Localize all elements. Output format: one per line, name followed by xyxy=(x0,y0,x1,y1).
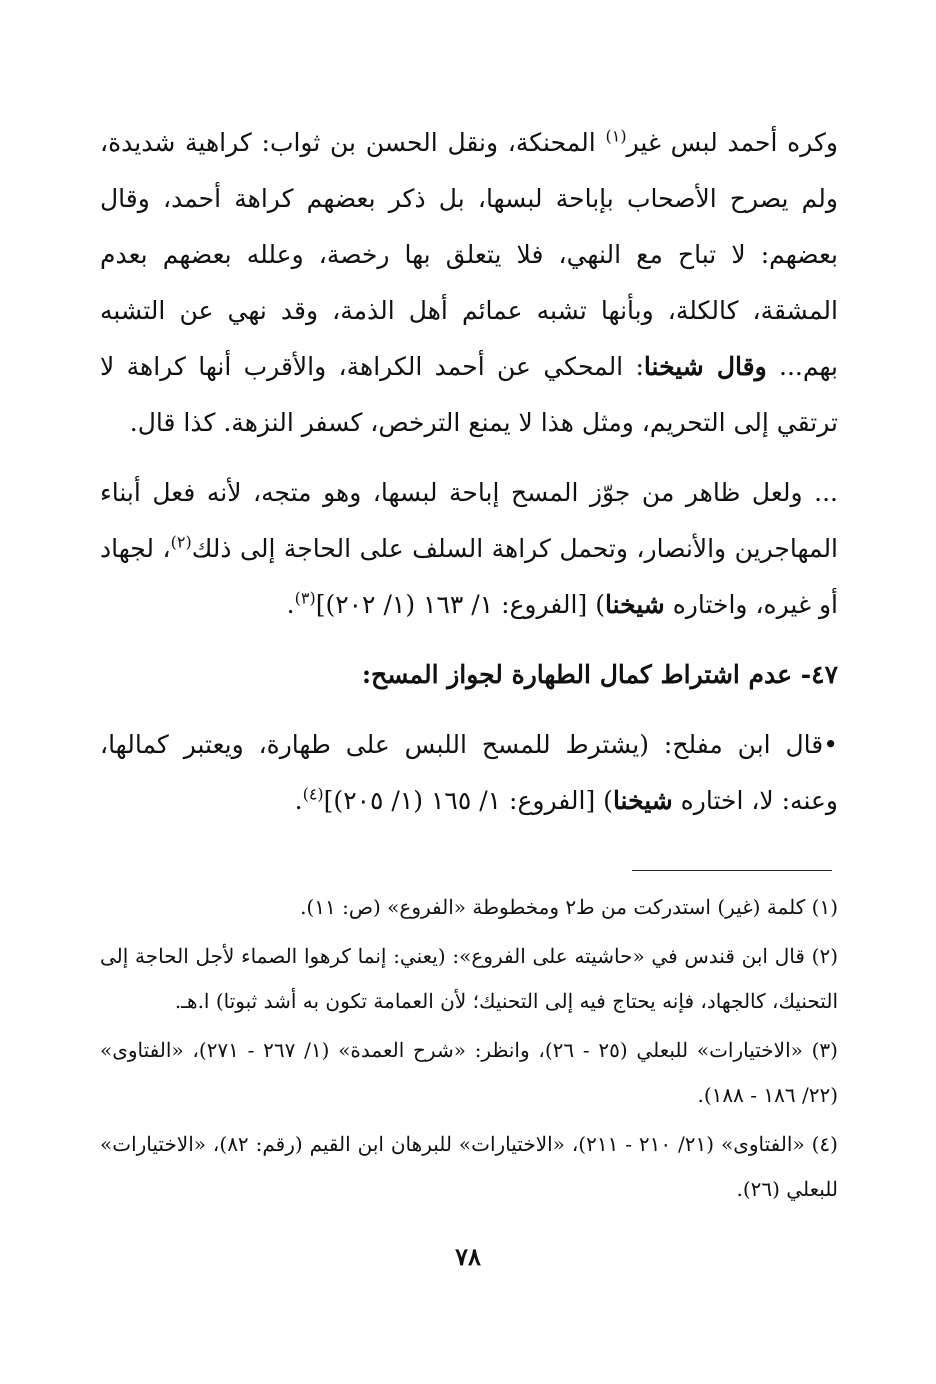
footnote-ref-1[interactable]: (١) xyxy=(605,126,627,146)
page-number: ٧٨ xyxy=(455,1242,481,1271)
paragraph-1-part-3: : المحكي عن أحمد الكراهة، والأقرب أنها كراهة لا ترتقي إلى التحريم، ومثل هذا لا يمنع الترخص، كسفر النزهة. كذا قال. xyxy=(100,352,838,437)
paragraph-1-part-2: المحنكة، ونقل الحسن بن ثواب: كراهية شديدة، ولم يصرح الأصحاب بإباحة لبسها، بل ذكر بعضهم كراهة أحمد، وقال بعضهم: لا تباح مع النهي، فلا يتعلق بها رخصة، وعلله بعضهم بعدم المشقة، كالكلة، وبأنها تشبه عمائم أهل الذمة، وقد نهي عن التشبه بهم... xyxy=(100,128,838,381)
paragraph-3 xyxy=(100,717,838,829)
paragraph-3-bold: شيخنا xyxy=(612,786,673,815)
paragraph-3-end: . xyxy=(294,786,303,815)
paragraph-2-bold: شيخنا xyxy=(604,590,665,619)
paragraph-2-part-3: ) [الفروع: ١/ ١٦٣ (١/ ٢٠٢)] xyxy=(315,590,605,619)
paragraph-2 xyxy=(100,465,838,633)
paragraph-2-part-1: ... ولعل ظاهر من جوّز المسح إباحة لبسها، وهو متجه، لأنه فعل أبناء المهاجرين والأنصار، وتحمل كراهة السلف على الحاجة إلى ذلك xyxy=(100,478,839,563)
paragraph-2-end: . xyxy=(286,590,295,619)
footnote-ref-4[interactable]: (٤) xyxy=(302,784,324,804)
footnote-3: (٣) «الاختيارات» للبعلي (٢٥ - ٢٦)، وانظر: «شرح العمدة» (١/ ٢٦٧ - ٢٧١)، «الفتاوى» (٢٢/ ١٨٦ - ١٨٨). xyxy=(100,1038,838,1107)
footnotes xyxy=(100,885,838,1216)
paragraph-3-part-2: ) [الفروع: ١/ ١٦٥ (١/ ٢٠٥)] xyxy=(323,786,613,815)
paragraph-3-part-1: قال ابن مفلح: (يشترط للمسح اللبس على طهارة، ويعتبر كمالها، وعنه: لا، اختاره xyxy=(100,730,838,815)
paragraph-1-part-1: وكره أحمد لبس غير xyxy=(626,128,838,157)
bullet-icon: • xyxy=(823,730,838,759)
paragraph-1-bold: وقال شيخنا xyxy=(643,352,767,381)
section-heading-text: ٤٧- عدم اشتراط كمال الطهارة لجواز المسح: xyxy=(361,660,838,689)
footnote-divider xyxy=(632,870,832,871)
footnote-4: (٤) «الفتاوى» (٢١/ ٢١٠ - ٢١١)، «الاختيارات» للبرهان ابن القيم (رقم: ٨٢)، «الاختيارات» للبعلي (٢٦). xyxy=(100,1132,838,1201)
paragraph-2-part-2: ، لجهاد أو غيره، واختاره xyxy=(100,534,838,619)
section-heading xyxy=(100,647,838,703)
footnote-1: (١) كلمة (غير) استدركت من ط٢ ومخطوطة «الفروع» (ص: ١١). xyxy=(300,895,838,919)
footnote-ref-3[interactable]: (٣) xyxy=(294,588,316,608)
paragraph-1 xyxy=(100,115,838,451)
main-text xyxy=(100,115,838,843)
footnote-2: (٢) قال ابن قندس في «حاشيته على الفروع»: (يعني: إنما كرهوا الصماء لأجل الحاجة إلى التحنيك، كالجهاد، فإنه يحتاج فيه إلى التحنيك؛ لأن العمامة تكون به أشد ثبوتا) ا.هـ. xyxy=(100,944,838,1013)
footnote-ref-2[interactable]: (٢) xyxy=(170,532,192,552)
